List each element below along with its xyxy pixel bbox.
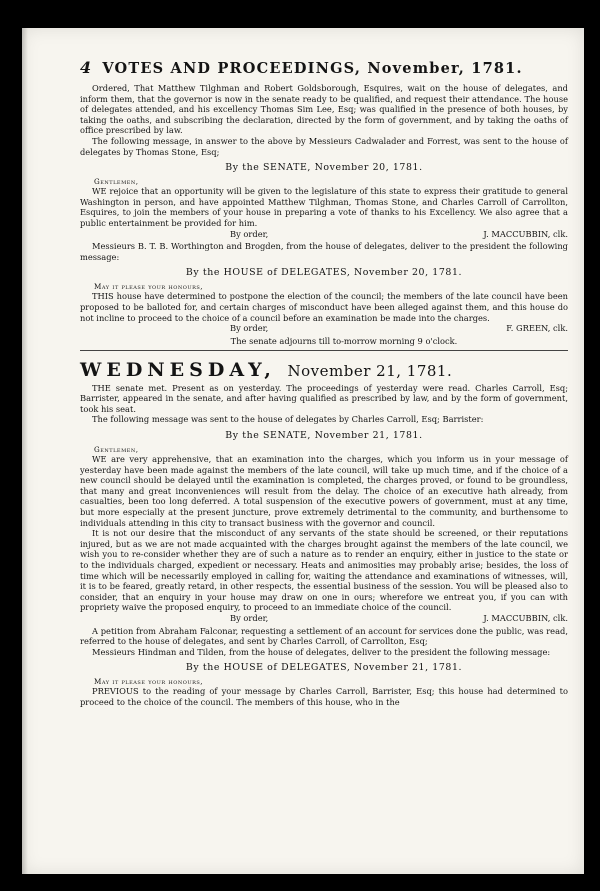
- paragraph-senate-message-1: WE rejoice that an opportunity will be given to the legislature of this state to express their gratitude to general Washington in person, and have appointed Matthew Tilghman, Thomas Stone, and Charles Carroll of Carrollton, Esquires, to join the members of your house in preparing a vote of thanks to his Excellency. We also agree that a public entertainment be provided for him.: [80, 186, 568, 228]
- binding-shadow: [22, 28, 28, 874]
- paragraph-hindman-tilden: Messieurs Hindman and Tilden, from the house of delegates, deliver to the president the following message:: [92, 646, 551, 657]
- paragraph-delegates-message-1: THIS house have determined to postpone the election of the council; the members of the late council have been proposed to be balloted for, and certain charges of misconduct have been alleged against them, and this house do not incline to proceed to the choice of a council before an examination be made into the charges.: [80, 291, 568, 323]
- signature-line-1: [80, 229, 568, 240]
- by-order-label: By order,: [230, 612, 269, 623]
- paragraph-senate-met: THE senate met. Present as on yesterday. The proceedings of yesterday were read. Charles Carroll, Esq; Barrister, appeared in the senate, and after having qualified as prescribed by law, and by the form of government, took his seat.: [80, 382, 568, 414]
- signature-line-2: [80, 323, 568, 334]
- paragraph-worthington-brogden: Messieurs B. T. B. Worthington and Brogden, from the house of delegates, deliver to the president the following message:: [80, 241, 568, 262]
- salutation-honours-2: May it please your honours,: [94, 677, 204, 687]
- section-heading-delegates-nov20: By the HOUSE of DELEGATES, November 20, 1781.: [185, 267, 463, 279]
- clerk-name: F. GREEN, clk.: [506, 323, 568, 334]
- paragraph-ordered: Ordered, That Matthew Tilghman and Robert Goldsborough, Esquires, wait on the house of delegates, and inform them, that the governor is now in the senate ready to be qualified, and request their attendance. The house of delegates attended, and his excellency Thomas Sim Lee, Esq; was qualified in the presence of both houses, by taking the oaths, and subscribing the declaration, directed by the form of government, and by taking the oaths of office prescribed by law.: [80, 83, 568, 136]
- section-heading-senate-nov20: By the SENATE, November 20, 1781.: [225, 162, 423, 174]
- paragraph-senate-message-2b: It is not our desire that the misconduct of any servants of the state should be screened, or their reputations injured, but as we are not made acquainted with the charges brought against the members of the late council, we wish you to re-consider whether they are of such a nature as to render an enquiry, either in justice to the state or to the individuals charged, expedient or necessary. Heats and animosities may probably arise; besides, the loss of time which will be necessarily employed in calling for, waiting the attendance and examinations of witnesses, will, it is to be feared, greatly retard, in other respects, the essential business of the session. You will be pleased also to consider, that an enquiry in your house may draw on one in ours; wherefore we entreat you, if you can with propriety waive the proposed enquiry, to proceed to an immediate choice of the council.: [80, 528, 568, 613]
- page-title: VOTES AND PROCEEDINGS, November, 1781.: [102, 60, 523, 77]
- day-heading: [80, 359, 568, 381]
- paragraph-petition: A petition from Abraham Falconar, requesting a settlement of an account for services done the public, was read, referred to the house of delegates, and sent by Charles Carroll, of Carrollton, Esq;: [80, 625, 568, 647]
- clerk-name: J. MACCUBBIN, clk.: [483, 228, 568, 239]
- salutation-gentlemen-2: Gentlemen,: [94, 445, 139, 455]
- document-page: [22, 28, 584, 874]
- salutation-honours-1: May it please your honours,: [94, 282, 204, 292]
- salutation-gentlemen-1: Gentlemen,: [94, 177, 139, 187]
- paragraph-senate-message-2a: WE are very apprehensive, that an examination into the charges, which you inform us in your message of yesterday have been made against the members of the late council, will take up much time, and if the choice of a new council should be delayed until the examination is completed, the charges proved, or found to be groundless, that many and great inconveniences will result from the delay. The choice of an executive hath already, from casualties, been too long deferred. A total suspension of the executive powers of government, must at any time, but more especially at the present juncture, prove extremely detrimental to the community, and burthensome to individuals attending in this city to transact business with the governor and council.: [80, 454, 568, 528]
- running-head: [80, 58, 568, 77]
- adjournment-line: The senate adjourns till to-morrow morning 9 o'clock.: [230, 335, 458, 346]
- page-number: 4: [80, 58, 93, 77]
- section-heading-delegates-nov21: By the HOUSE of DELEGATES, November 21, 1781.: [185, 662, 463, 674]
- page-content: [80, 58, 568, 708]
- paragraph-following-message-1: The following message, in answer to the above by Messieurs Cadwalader and Forrest, was sent to the house of delegates by Thomas Stone, Esq;: [80, 135, 568, 157]
- day-date: November 21, 1781.: [287, 361, 453, 380]
- by-order-label: By order,: [230, 228, 269, 239]
- by-order-label: By order,: [230, 323, 269, 334]
- paragraph-delegates-message-2: PREVIOUS to the reading of your message by Charles Carroll, Barrister, Esq; this house had determined to proceed to the choice of the council. The members of this house, who in the: [80, 686, 568, 707]
- paragraph-following-message-2: The following message was sent to the house of delegates by Charles Carroll, Esq; Barrister:: [92, 414, 484, 425]
- day-word: WEDNESDAY,: [80, 358, 276, 381]
- clerk-name: J. MACCUBBIN, clk.: [483, 612, 568, 623]
- section-heading-senate-nov21: By the SENATE, November 21, 1781.: [225, 430, 423, 442]
- section-divider: [80, 350, 568, 351]
- signature-line-3: [80, 613, 568, 624]
